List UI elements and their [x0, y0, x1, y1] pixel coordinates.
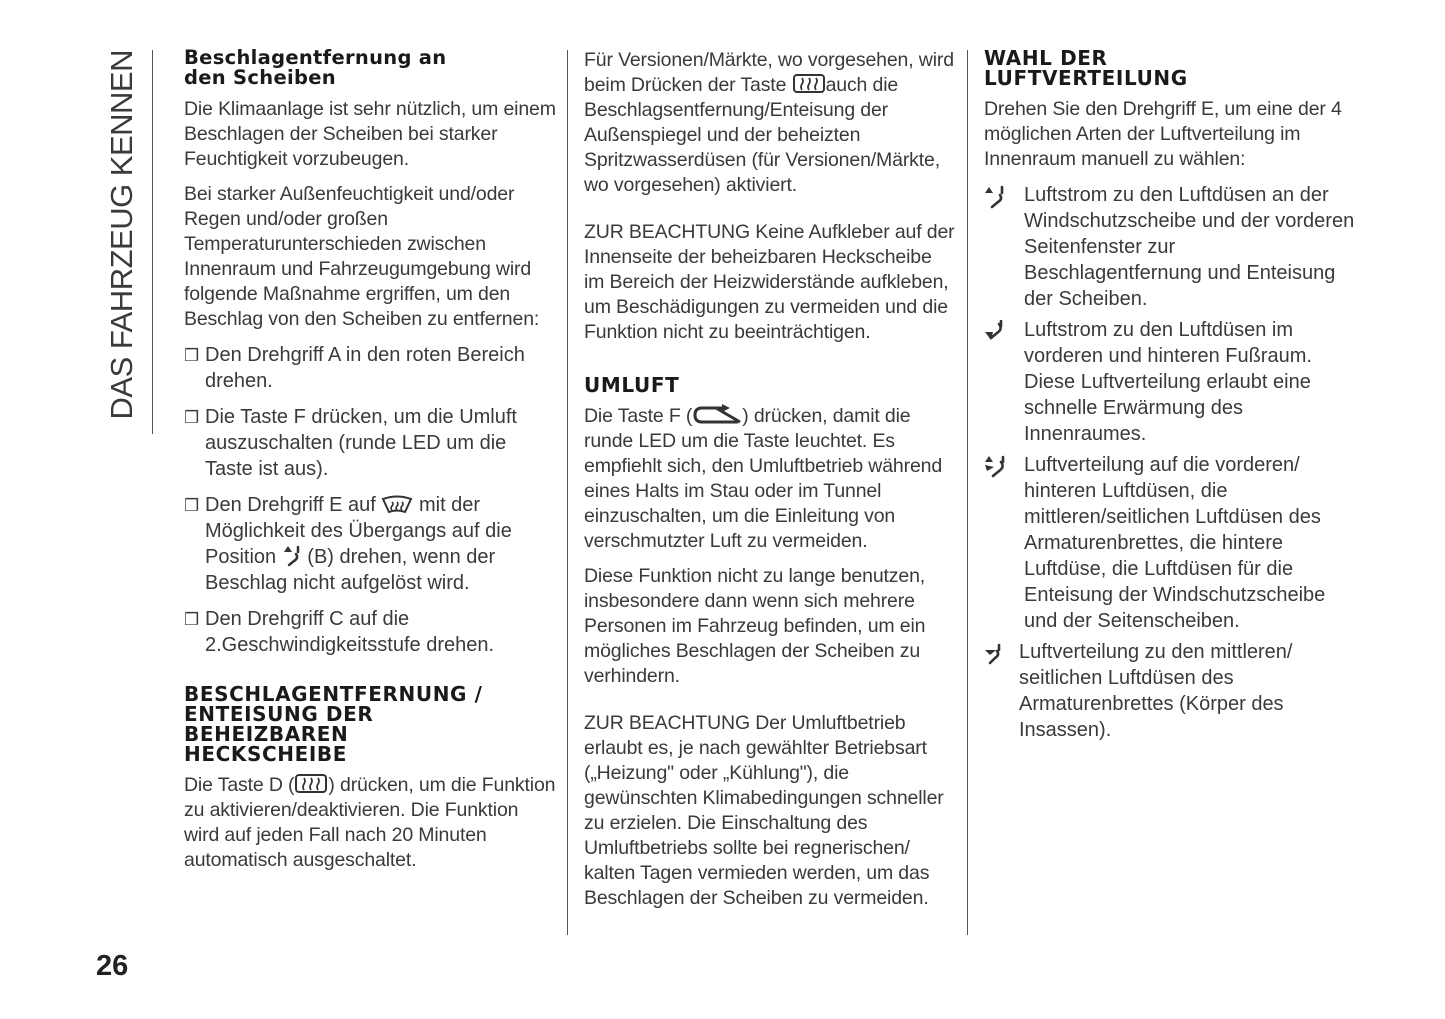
- list-item: ❒ Den Drehgriff C auf die 2.Geschwindigkeitsstufe drehen.: [184, 608, 495, 656]
- column-divider: [567, 50, 568, 935]
- footwell-airflow-icon: [984, 320, 1008, 344]
- column-left: [184, 48, 556, 883]
- windshield-defrost-icon: [381, 495, 413, 515]
- page-number: 26: [96, 950, 129, 982]
- list-item: ❒ Den Drehgriff E auf mit der Möglichkeit des Übergangs auf die Position (B) drehen, wenn der Beschlag nicht aufgelöst wird.: [184, 494, 512, 594]
- paragraph-recirculation: Die Taste F ( ) drücken, damit die runde LED um die Taste leuchtet. Es empfiehlt sich, den Umluftbetrieb während eines Halts im Stau oder im Tunnel einzuschalten, um die Einleitung von verschmutzter Luft zu vermeiden.: [584, 405, 943, 552]
- note-recirculation: ZUR BEACHTUNG Der Umluftbetrieb erlaubt es, je nach gewählter Betriebsart („Heizung" oder „Kühlung"), die gewünschten Klimabedingungen schneller zu erzielen. Die Einschaltung des Umluftbetriebs sollte bei regnerischen/ kalten Tagen vermieden werden, um das Beschlagen der Scheiben zu vermeiden.: [584, 712, 944, 909]
- defogging-steps-list: [184, 342, 556, 658]
- checkbox-bullet-icon: ❒: [184, 610, 200, 629]
- list-item: Luftstrom zu den Luftdüsen an der Windschutzscheibe und der vorderen Seitenfenster zur Beschlagentfernung und Enteisung der Scheiben.: [984, 182, 1356, 312]
- heading-recirculation: UMLUFT: [584, 373, 680, 397]
- paragraph-recirculation-warning: Diese Funktion nicht zu lange benutzen, insbesondere dann wenn sich mehrere Personen im Fahrzeug befinden, um ein mögliches Beschlagen der Scheiben zu verhindern.: [584, 565, 926, 687]
- paragraph-mirror-defrost: Für Versionen/Märkte, wo vorgesehen, wird beim Drücken der Taste auch die Beschlagsentfernung/Enteisung der Außenspiegel und der beheizten Spritzwasserdüsen (für Versionen/Märkte, wo vorgesehen) aktiviert.: [584, 49, 954, 196]
- checkbox-bullet-icon: ❒: [184, 346, 200, 365]
- note-rear-window: ZUR BEACHTUNG Keine Aufkleber auf der Innenseite der beheizbaren Heckscheibe im Bereich der Heizwiderstände aufkleben, um Beschädigungen zu vermeiden und die Funktion nicht zu beeinträchtigen.: [584, 221, 955, 343]
- paragraph-air-distribution-intro: Drehen Sie den Drehgriff E, um eine der 4 möglichen Arten der Luftverteilung im Innenraum manuell zu wählen:: [984, 98, 1342, 170]
- paragraph-rear-defrost: Die Taste D ( ) drücken, um die Funktion zu aktivieren/deaktivieren. Die Funktion wird auf jeden Fall nach 20 Minuten automatisch ausgeschaltet.: [184, 774, 556, 871]
- section-title-rule: [152, 50, 153, 434]
- checkbox-bullet-icon: ❒: [184, 496, 200, 515]
- all-vents-airflow-icon: [984, 455, 1010, 479]
- heading-defogging: Beschlagentfernung an den Scheiben: [184, 46, 447, 89]
- checkbox-bullet-icon: ❒: [184, 408, 200, 427]
- rear-window-defrost-icon: [792, 73, 826, 95]
- column-right: [984, 48, 1356, 748]
- paragraph-intro: Die Klimaanlage ist sehr nützlich, um einem Beschlagen der Scheiben bei starker Feuchtigkeit vorzubeugen.: [184, 98, 556, 170]
- column-middle: [584, 48, 956, 921]
- recirculation-icon: [692, 404, 742, 426]
- list-item: ❒ Die Taste F drücken, um die Umluft auszuschalten (runde LED um die Taste ist aus).: [184, 406, 517, 480]
- paragraph-conditions: Bei starker Außenfeuchtigkeit und/oder Regen und/oder großen Temperaturunterschieden zwischen Innenraum und Fahrzeugumgebung wird folgende Maßnahme ergriffen, um den Beschlag von den Scheiben zu entfernen:: [184, 183, 540, 330]
- list-item: Luftstrom zu den Luftdüsen im vorderen und hinteren Fußraum. Diese Luftverteilung erlaubt eine schnelle Erwärmung des Innenraumes.: [984, 317, 1356, 447]
- heading-rear-window-defrost: BESCHLAGENTFERNUNG / ENTEISUNG DER BEHEIZBAREN HECKSCHEIBE: [184, 682, 483, 766]
- list-item: ❒ Den Drehgriff A in den roten Bereich drehen.: [184, 344, 525, 392]
- heading-air-distribution: WAHL DER LUFTVERTEILUNG: [984, 46, 1188, 90]
- windshield-airflow-icon: [984, 185, 1008, 209]
- list-item: Luftverteilung zu den mittleren/ seitlichen Luftdüsen des Armaturenbrettes (Körper des Insassen).: [984, 639, 1356, 743]
- air-distribution-list: [984, 182, 1356, 743]
- dashboard-vents-airflow-icon: [984, 642, 1004, 666]
- windshield-airflow-icon: [282, 545, 302, 567]
- list-item: Luftverteilung auf die vorderen/ hinteren Luftdüsen, die mittleren/seitlichen Luftdüsen des Armaturenbrettes, die hintere Luftdüse, die Luftdüsen für die Enteisung der Windschutzscheibe und der Seitenscheiben.: [984, 452, 1356, 634]
- column-divider: [967, 50, 968, 935]
- section-title-vertical: DAS FAHRZEUG KENNEN: [104, 50, 139, 420]
- rear-window-defrost-icon: [294, 773, 328, 795]
